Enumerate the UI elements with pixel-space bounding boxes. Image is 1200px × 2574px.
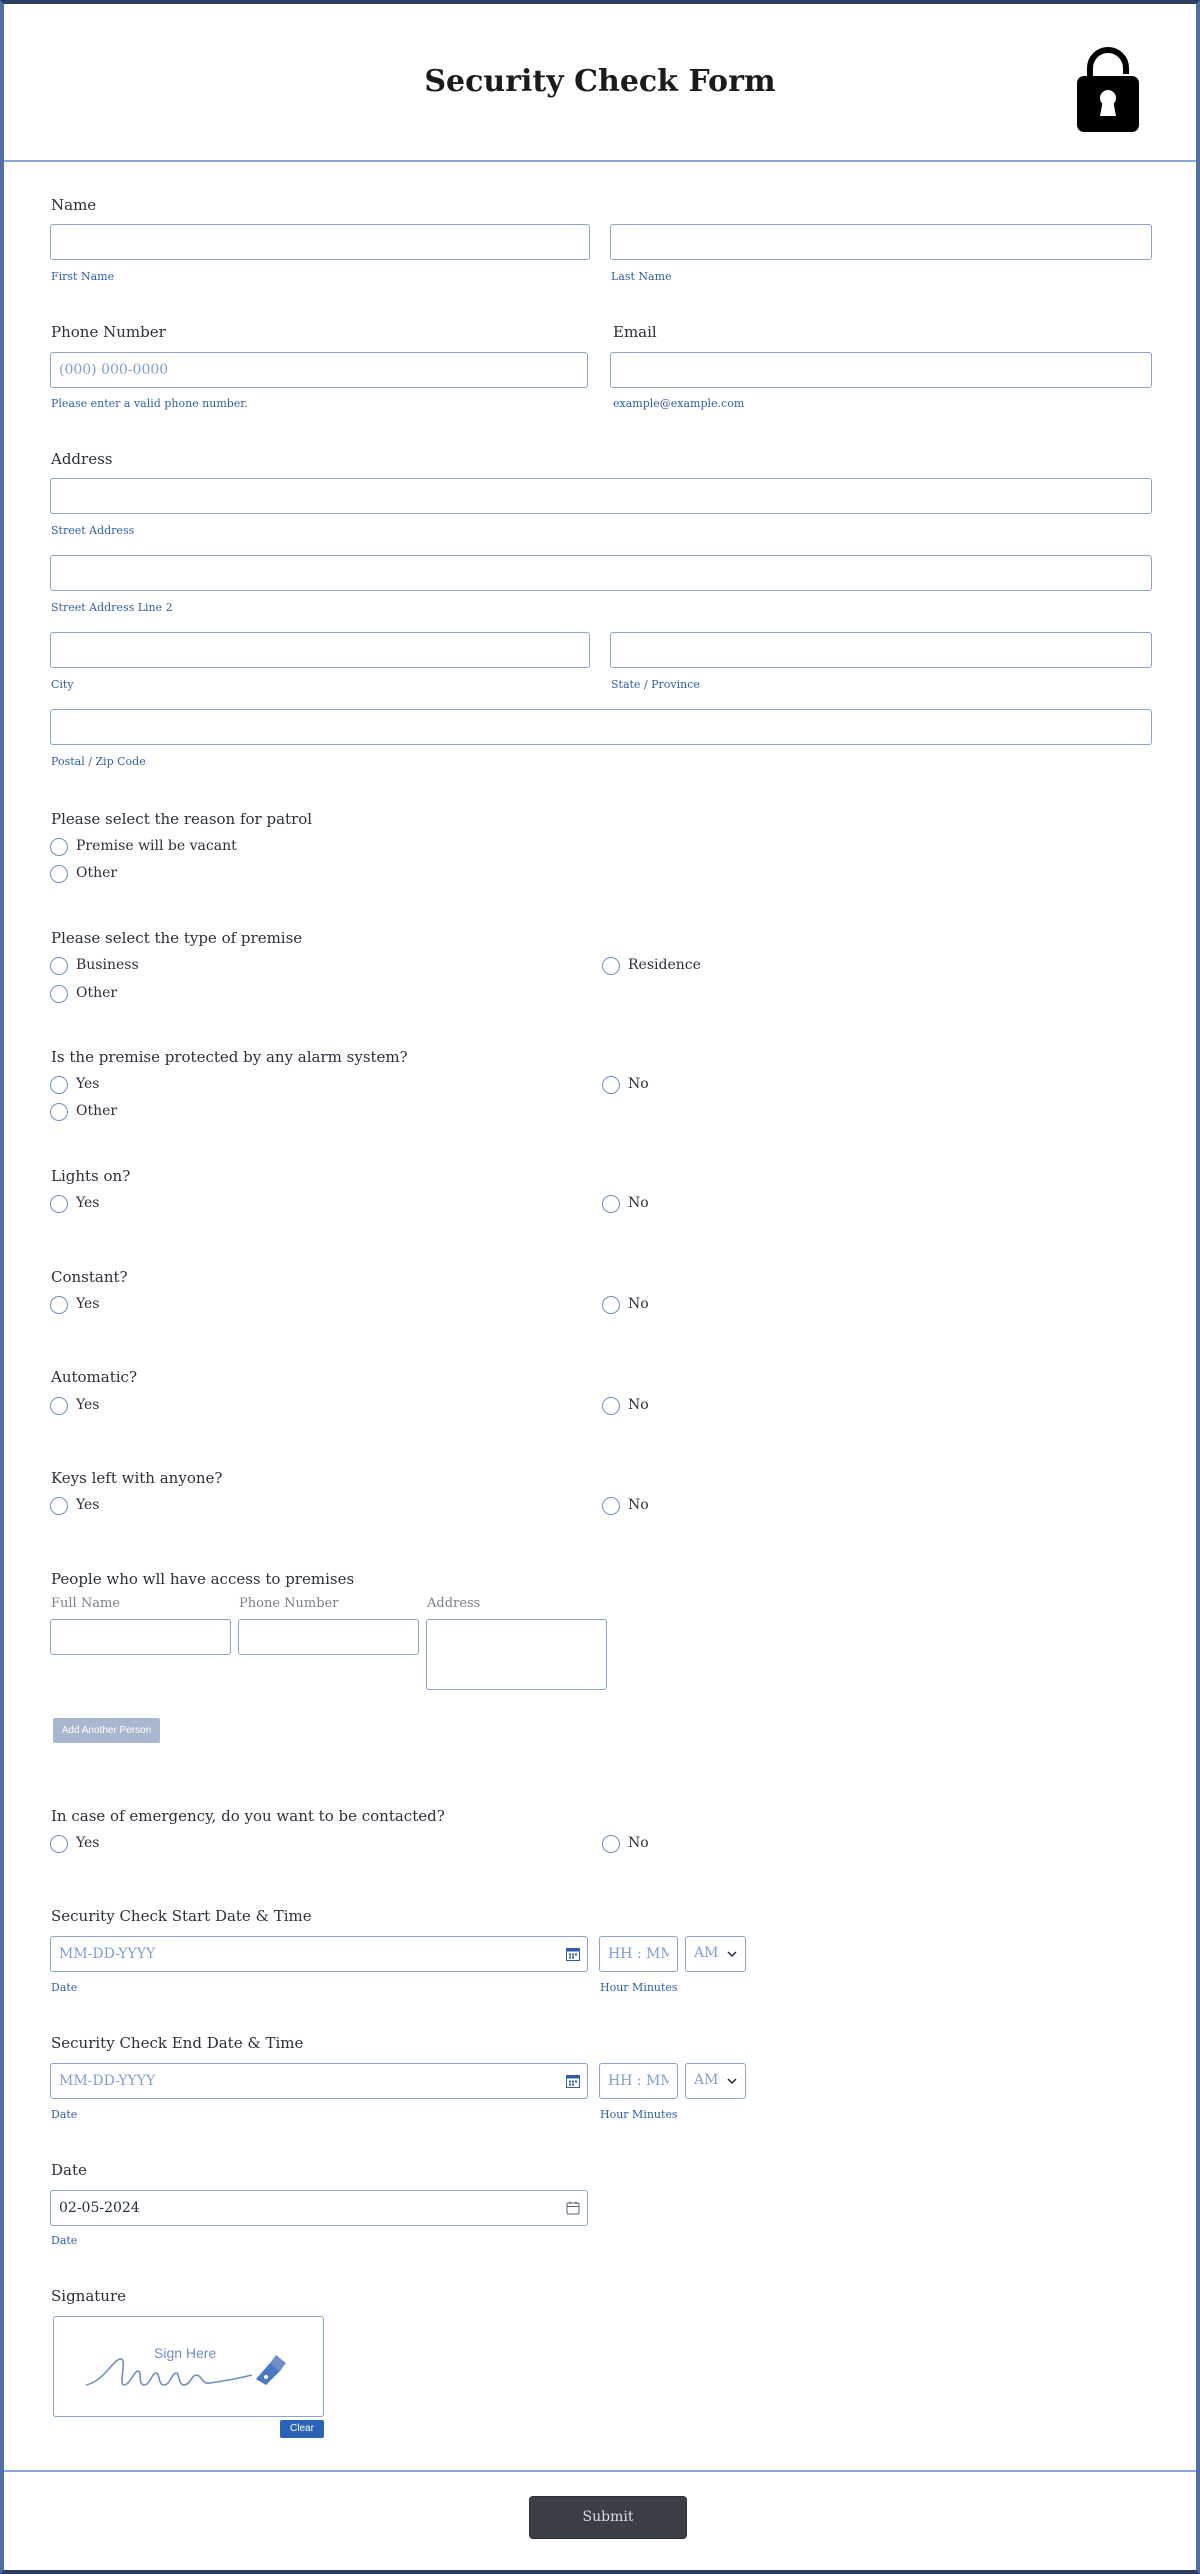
end-ampm-value: AM (694, 2072, 719, 2088)
end-datetime-label: Security Check End Date & Time (51, 2034, 304, 2052)
automatic-option-label: No (628, 1397, 649, 1413)
calendar-icon[interactable] (566, 1947, 580, 1961)
emergency-option-label: Yes (76, 1835, 100, 1851)
keys-label: Keys left with anyone? (51, 1469, 223, 1487)
premise-type-label: Please select the type of premise (51, 929, 303, 947)
premise-radio-other[interactable] (50, 985, 68, 1003)
submit-button[interactable]: Submit (529, 2496, 687, 2539)
reason-radio-other[interactable] (50, 865, 68, 883)
automatic-radio-yes[interactable] (50, 1397, 68, 1415)
start-date-input[interactable] (50, 1936, 588, 1972)
street-address-2-sublabel: Street Address Line 2 (51, 601, 173, 614)
chevron-down-icon (727, 2077, 737, 2085)
form-title: Security Check Form (424, 64, 776, 99)
lights-option-label: Yes (76, 1195, 100, 1211)
access-column-address: Address (427, 1596, 481, 1611)
postal-code-sublabel: Postal / Zip Code (51, 755, 146, 768)
automatic-label: Automatic? (51, 1368, 137, 1386)
constant-label: Constant? (51, 1268, 128, 1286)
phone-sublabel: Please enter a valid phone number. (51, 397, 248, 410)
lights-option-label: No (628, 1195, 649, 1211)
end-date-input[interactable] (50, 2063, 588, 2099)
last-name-sublabel: Last Name (611, 270, 672, 283)
name-label: Name (51, 196, 97, 214)
keys-option-label: Yes (76, 1497, 100, 1513)
constant-option-label: No (628, 1296, 649, 1312)
access-column-full-name: Full Name (51, 1596, 120, 1611)
end-date-sublabel: Date (51, 2108, 78, 2121)
chevron-down-icon (727, 1950, 737, 1958)
clear-signature-button[interactable]: Clear (280, 2420, 324, 2438)
city-sublabel: City (51, 678, 74, 691)
form-header (4, 4, 1196, 162)
reason-label: Please select the reason for patrol (51, 810, 313, 828)
alarm-option-label: No (628, 1076, 649, 1092)
access-address-textarea[interactable] (426, 1619, 607, 1690)
phone-input[interactable] (50, 352, 588, 388)
access-label: People who wll have access to premises (51, 1570, 355, 1588)
start-datetime-label: Security Check Start Date & Time (51, 1907, 312, 1925)
premise-option-label: Other (76, 985, 118, 1001)
constant-radio-no[interactable] (602, 1296, 620, 1314)
constant-option-label: Yes (76, 1296, 100, 1312)
premise-option-label: Business (76, 957, 139, 973)
alarm-radio-yes[interactable] (50, 1076, 68, 1094)
street-address-sublabel: Street Address (51, 524, 135, 537)
city-input[interactable] (50, 632, 590, 668)
date-input[interactable] (50, 2190, 588, 2226)
reason-option-label: Other (76, 865, 118, 881)
state-input[interactable] (610, 632, 1152, 668)
access-column-phone: Phone Number (239, 1596, 339, 1611)
emergency-radio-yes[interactable] (50, 1835, 68, 1853)
email-sublabel: example@example.com (613, 397, 745, 410)
constant-radio-yes[interactable] (50, 1296, 68, 1314)
postal-code-input[interactable] (50, 709, 1152, 745)
emergency-option-label: No (628, 1835, 649, 1851)
emergency-radio-no[interactable] (602, 1835, 620, 1853)
keys-radio-yes[interactable] (50, 1497, 68, 1515)
start-ampm-value: AM (694, 1945, 719, 1961)
signature-label: Signature (51, 2287, 127, 2305)
start-date-sublabel: Date (51, 1981, 78, 1994)
automatic-option-label: Yes (76, 1397, 100, 1413)
state-sublabel: State / Province (611, 678, 700, 691)
date-label: Date (51, 2161, 87, 2179)
premise-radio-residence[interactable] (602, 957, 620, 975)
lock-icon (1076, 42, 1140, 132)
sign-here-hint: Sign Here (154, 2345, 217, 2361)
date-sublabel: Date (51, 2234, 78, 2247)
calendar-icon[interactable] (566, 2074, 580, 2088)
alarm-option-label: Other (76, 1103, 118, 1119)
lights-radio-no[interactable] (602, 1195, 620, 1213)
end-time-input[interactable] (599, 2063, 678, 2099)
reason-option-label: Premise will be vacant (76, 838, 237, 854)
email-input[interactable] (610, 352, 1152, 388)
street-address-input[interactable] (50, 478, 1152, 514)
alarm-radio-other[interactable] (50, 1103, 68, 1121)
email-label: Email (613, 323, 657, 341)
last-name-input[interactable] (610, 224, 1152, 260)
start-ampm-select[interactable] (685, 1936, 746, 1972)
emergency-label: In case of emergency, do you want to be contacted? (51, 1807, 445, 1825)
access-phone-input[interactable] (238, 1619, 419, 1655)
keys-option-label: No (628, 1497, 649, 1513)
first-name-sublabel: First Name (51, 270, 115, 283)
automatic-radio-no[interactable] (602, 1397, 620, 1415)
add-another-person-button[interactable]: Add Another Person (53, 1718, 160, 1743)
street-address-2-input[interactable] (50, 555, 1152, 591)
calendar-icon[interactable] (566, 2201, 580, 2215)
premise-option-label: Residence (628, 957, 701, 973)
phone-label: Phone Number (51, 323, 166, 341)
alarm-option-label: Yes (76, 1076, 100, 1092)
end-ampm-select[interactable] (685, 2063, 746, 2099)
lights-radio-yes[interactable] (50, 1195, 68, 1213)
footer-divider (4, 2470, 1196, 2472)
end-time-sublabel: Hour Minutes (600, 2108, 678, 2121)
alarm-label: Is the premise protected by any alarm system? (51, 1048, 408, 1066)
start-time-sublabel: Hour Minutes (600, 1981, 678, 1994)
access-full-name-input[interactable] (50, 1619, 231, 1655)
alarm-radio-no[interactable] (602, 1076, 620, 1094)
keys-radio-no[interactable] (602, 1497, 620, 1515)
premise-radio-business[interactable] (50, 957, 68, 975)
address-label: Address (51, 450, 113, 468)
first-name-input[interactable] (50, 224, 590, 260)
signature-pad[interactable] (53, 2316, 324, 2417)
reason-radio-vacant[interactable] (50, 838, 68, 856)
lights-label: Lights on? (51, 1167, 131, 1185)
start-time-input[interactable] (599, 1936, 678, 1972)
